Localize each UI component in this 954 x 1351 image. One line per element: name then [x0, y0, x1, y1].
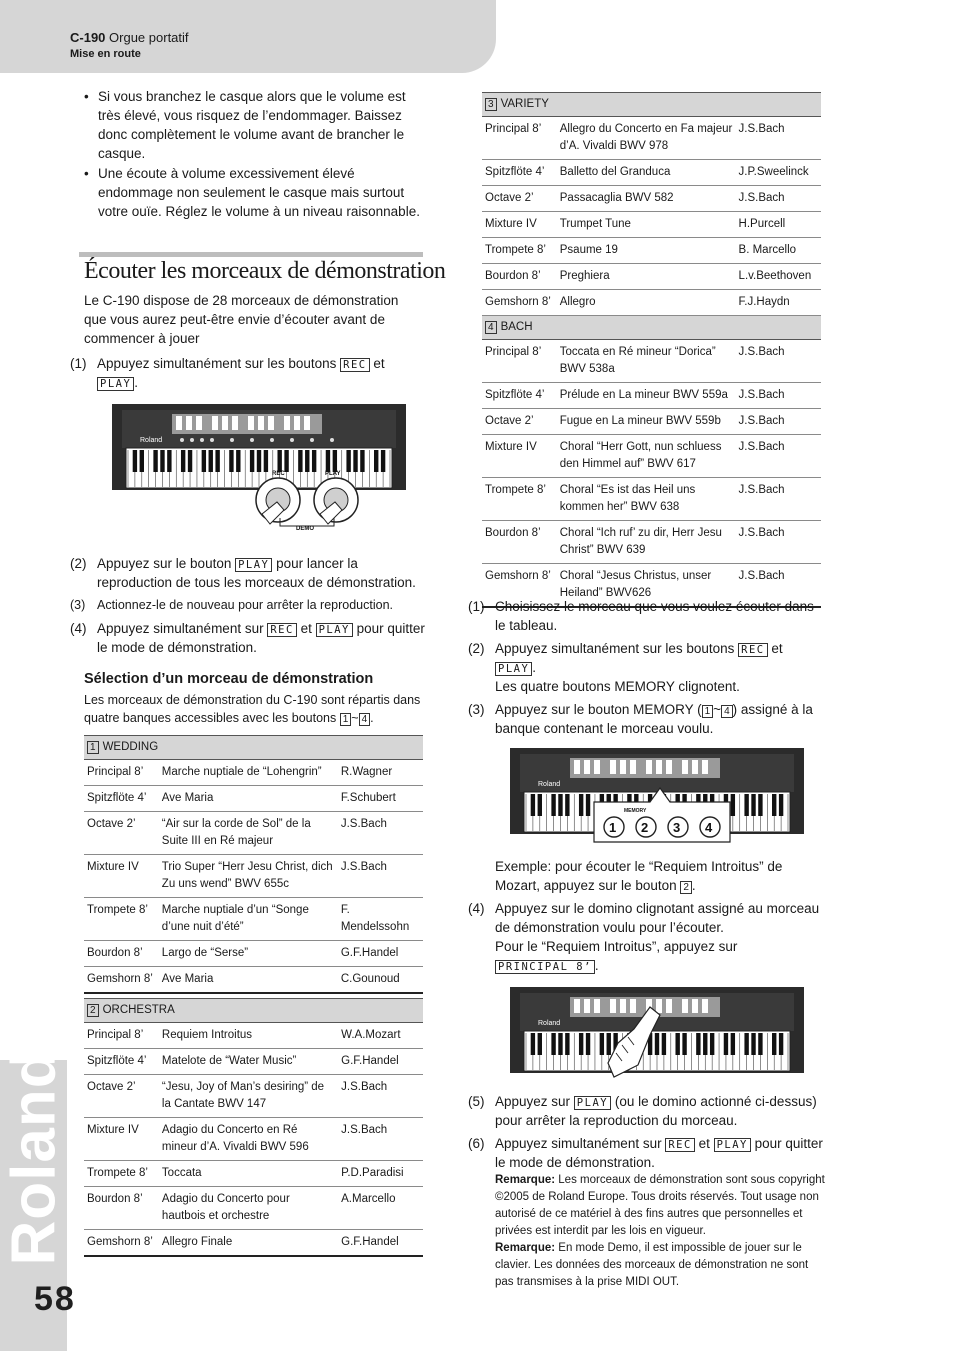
composer-cell: C.Gounoud: [338, 967, 423, 994]
composer-cell: J.S.Bach: [736, 117, 821, 160]
rec-key-label: REC: [738, 643, 767, 657]
table-row: [84, 786, 423, 812]
piece-cell: Trumpet Tune: [557, 212, 736, 238]
fig2-memory-3: 3: [673, 820, 681, 835]
fig1-demo-label: DEMO: [296, 526, 314, 532]
memory-button-1: 1: [702, 705, 714, 718]
play-key-label: PLAY: [495, 662, 532, 676]
piece-cell: Prélude en La mineur BWV 559a: [557, 383, 736, 409]
table-row: [482, 521, 821, 564]
section-title: Écouter les morceaux de démonstration: [84, 258, 446, 284]
step-number: (1): [70, 356, 87, 371]
bank-header-cell: [84, 999, 423, 1023]
table-row: [84, 760, 423, 786]
stop-cell: Mixture IV: [84, 855, 159, 898]
composer-cell: J.S.Bach: [736, 383, 821, 409]
step-4: (4) Appuyez simultanément sur REC et PLAY pour quitter le mode de démonstration.: [70, 621, 425, 655]
table-row: [482, 186, 821, 212]
bank-number: 2: [87, 1004, 99, 1017]
piece-cell: Requiem Introitus: [159, 1023, 338, 1049]
header-title: [70, 30, 189, 45]
bank-button-1: 1: [340, 713, 352, 726]
composer-cell: J.S.Bach: [338, 1118, 423, 1161]
table-row: [84, 812, 423, 855]
piece-cell: Preghiera: [557, 264, 736, 290]
play-key-label: PLAY: [574, 1096, 611, 1110]
fig3-brand: Roland: [538, 1020, 561, 1027]
composer-cell: G.F.Handel: [338, 1230, 423, 1257]
stop-cell: Spitzflöte 4’: [482, 383, 557, 409]
piece-cell: Choral “Herr Gott, nun schluess den Himmel auf” BWV 617: [557, 435, 736, 478]
bank-table-variety: [482, 92, 821, 608]
warning-bullets: [84, 87, 424, 222]
intro-paragraph: Le C-190 dispose de 28 morceaux de démonstration que vous aurez peut-être envie d’écouter avant de commencer à jouer: [84, 293, 399, 346]
bullet-item: • Si vous branchez le casque alors que le volume est très élevé, vous risquez de l’endommager. Baissez donc complètement le volume avant de brancher le casque.: [84, 87, 424, 163]
remark-midi: Remarque: En mode Demo, il est impossible de jouer sur le clavier. Les données des morceaux de démonstration ne sont pas transmises à la prise MIDI OUT.: [495, 1242, 809, 1288]
composer-cell: J.S.Bach: [736, 340, 821, 383]
step-3: (3) Actionnez-le de nouveau pour arrêter la reproduction.: [70, 598, 394, 612]
stop-cell: Gemshorn 8’: [482, 564, 557, 608]
stop-cell: Octave 2’: [84, 812, 159, 855]
principal-key-label: PRINCIPAL 8’: [495, 960, 595, 974]
fig2-memory-4: 4: [705, 820, 713, 835]
composer-cell: W.A.Mozart: [338, 1023, 423, 1049]
bank-name: BACH: [500, 321, 533, 333]
stop-cell: Principal 8’: [84, 760, 159, 786]
table-row: [84, 967, 423, 994]
brand-logo: Roland: [0, 1049, 69, 1266]
stop-cell: Spitzflöte 4’: [84, 1049, 159, 1075]
piece-cell: “Jesu, Joy of Man’s desiring” de la Cantate BWV 147: [159, 1075, 338, 1118]
stop-cell: Bourdon 8’: [84, 1187, 159, 1230]
piece-cell: Ave Maria: [159, 786, 338, 812]
composer-cell: J.S.Bach: [736, 478, 821, 521]
piece-cell: Toccata en Ré mineur “Dorica” BWV 538a: [557, 340, 736, 383]
composer-cell: G.F.Handel: [338, 1049, 423, 1075]
stop-cell: Trompete 8’: [84, 1161, 159, 1187]
stop-cell: Spitzflöte 4’: [84, 786, 159, 812]
stop-cell: Spitzflöte 4’: [482, 160, 557, 186]
composer-cell: J.S.Bach: [736, 409, 821, 435]
piece-cell: Passacaglia BWV 582: [557, 186, 736, 212]
piece-cell: Marche nuptiale d’un “Songe d’une nuit d’été”: [159, 898, 338, 941]
stop-cell: Octave 2’: [482, 186, 557, 212]
composer-cell: L.v.Beethoven: [736, 264, 821, 290]
piece-cell: Choral “Ich ruf’ zu dir, Herr Jesu Christ” BWV 639: [557, 521, 736, 564]
stop-cell: Mixture IV: [482, 435, 557, 478]
right-step-5: (5) Appuyez sur PLAY (ou le domino actionné ci-dessus) pour arrêter la reproduction du morceau.: [468, 1094, 817, 1128]
composer-cell: A.Marcello: [338, 1187, 423, 1230]
table-row: [482, 383, 821, 409]
piece-cell: Allegro: [557, 290, 736, 316]
step-text: Appuyez simultanément sur les boutons REC et PLAY .: [97, 356, 385, 390]
stop-cell: Principal 8’: [482, 340, 557, 383]
composer-cell: F. Mendelssohn: [338, 898, 423, 941]
table-row: [482, 264, 821, 290]
section-rule: [79, 252, 423, 257]
piece-cell: Ave Maria: [159, 967, 338, 994]
piece-cell: Toccata: [159, 1161, 338, 1187]
piece-cell: Choral “Jesus Christus, unser Heiland” BWV626: [557, 564, 736, 608]
composer-cell: J.S.Bach: [338, 812, 423, 855]
table-row: [482, 290, 821, 316]
fig1-play-label: PLAY: [325, 471, 341, 477]
stop-cell: Mixture IV: [482, 212, 557, 238]
step-1: [70, 354, 425, 394]
bank-number: 1: [87, 741, 99, 754]
play-key-label: PLAY: [97, 377, 134, 391]
stop-cell: Trompete 8’: [482, 238, 557, 264]
table-row: [84, 1230, 423, 1257]
composer-cell: P.D.Paradisi: [338, 1161, 423, 1187]
table-row: [84, 1118, 423, 1161]
play-key-label: PLAY: [316, 623, 353, 637]
composer-cell: G.F.Handel: [338, 941, 423, 967]
header-section: Mise en route: [70, 48, 141, 60]
bank-header-cell: [482, 93, 821, 117]
piece-cell: Largo de “Serse”: [159, 941, 338, 967]
rec-key-label: REC: [267, 623, 296, 637]
bank-name: VARIETY: [500, 98, 549, 110]
fig1-brand: Roland: [140, 437, 163, 444]
rec-key-label: REC: [665, 1138, 694, 1152]
composer-cell: J.S.Bach: [736, 521, 821, 564]
bullet-item: • Une écoute à volume excessivement élevé endommage non seulement le casque mais surtout votre ouïe. Réglez le volume à un niveau raisonnable.: [84, 164, 424, 221]
composer-cell: B. Marcello: [736, 238, 821, 264]
subsection-intro: Les morceaux de démonstration du C-190 sont répartis dans quatre banques accessibles avec les boutons 1 ~ 4 .: [84, 693, 421, 725]
bank-name: WEDDING: [102, 741, 159, 753]
bank-header: [482, 93, 821, 117]
bank-header-cell: [84, 736, 423, 760]
piece-cell: Allegro du Concerto en Fa majeur d’A. Vivaldi BWV 978: [557, 117, 736, 160]
stop-cell: Bourdon 8’: [84, 941, 159, 967]
bank-header: [84, 999, 423, 1023]
stop-cell: Principal 8’: [84, 1023, 159, 1049]
right-step-2: (2) Appuyez simultanément sur les boutons REC et PLAY . Les quatre boutons MEMORY clignotent.: [468, 641, 783, 694]
table-row: [482, 117, 821, 160]
stop-cell: Principal 8’: [482, 117, 557, 160]
bank-header-cell: [482, 316, 821, 340]
table-row: [84, 1161, 423, 1187]
composer-cell: F.Schubert: [338, 786, 423, 812]
right-step-3: (3) Appuyez sur le bouton MEMORY ( 1 ~ 4 ) assigné à la banque contenant le morceau voulu.: [468, 702, 813, 736]
subsection-title: Sélection d’un morceau de démonstration: [84, 671, 374, 687]
bank-button-4: 4: [359, 713, 371, 726]
table-row: [482, 409, 821, 435]
model-desc: Orgue portatif: [105, 30, 189, 45]
composer-cell: J.S.Bach: [338, 1075, 423, 1118]
piece-cell: Marche nuptiale de “Lohengrin”: [159, 760, 338, 786]
bank-name: ORCHESTRA: [102, 1004, 175, 1016]
stop-cell: Gemshorn 8’: [84, 1230, 159, 1257]
piece-cell: Adagio du Concerto pour hautbois et orchestre: [159, 1187, 338, 1230]
memory-button-4: 4: [721, 705, 733, 718]
stop-cell: Bourdon 8’: [482, 521, 557, 564]
play-key-label: PLAY: [235, 558, 272, 572]
right-step-6: (6) Appuyez simultanément sur REC et PLAY pour quitter le mode de démonstration.: [468, 1136, 823, 1170]
piece-cell: Fugue en La mineur BWV 559b: [557, 409, 736, 435]
right-step-4: (4) Appuyez sur le domino clignotant assigné au morceau de démonstration voulu pour l’écouter. Pour le “Requiem Introitus”, appuyez sur PRINCIPAL 8’ .: [468, 901, 820, 973]
stop-cell: Trompete 8’: [84, 898, 159, 941]
fig1-rec-label: REC: [272, 471, 285, 477]
step-2: (2) Appuyez sur le bouton PLAY pour lancer la reproduction de tous les morceaux de démonstration.: [70, 556, 416, 590]
rec-key-label: REC: [340, 358, 369, 372]
bank-header: [84, 736, 423, 760]
fig2-memory-2: 2: [641, 820, 649, 835]
composer-cell: J.S.Bach: [736, 564, 821, 608]
organ-figure-memory: [510, 746, 804, 846]
table-row: [84, 1049, 423, 1075]
composer-cell: F.J.Haydn: [736, 290, 821, 316]
organ-figure-hand: [510, 985, 804, 1080]
bank-table-orchestra: [84, 998, 423, 1257]
composer-cell: R.Wagner: [338, 760, 423, 786]
fig2-memory-label: MEMORY: [624, 808, 647, 814]
piece-cell: Matelote de “Water Music”: [159, 1049, 338, 1075]
composer-cell: H.Purcell: [736, 212, 821, 238]
stop-cell: Bourdon 8’: [482, 264, 557, 290]
table-row: [482, 478, 821, 521]
memory-button-2: 2: [680, 881, 692, 894]
stop-cell: Mixture IV: [84, 1118, 159, 1161]
piece-cell: Choral “Es ist das Heil uns kommen her” BWV 638: [557, 478, 736, 521]
table-row: [84, 1187, 423, 1230]
table-row: [482, 435, 821, 478]
table-row: [84, 898, 423, 941]
piece-cell: Allegro Finale: [159, 1230, 338, 1257]
piece-cell: “Air sur la corde de Sol” de la Suite III en Ré majeur: [159, 812, 338, 855]
fig2-memory-1: 1: [609, 820, 617, 835]
piece-cell: Balletto del Granduca: [557, 160, 736, 186]
remark-copyright: Remarque: Les morceaux de démonstration sont sous copyright ©2005 de Roland Europe. Tous droits réservés. Tout usage non autorisé de ce matériel à des fins autres que personnelles et privées est interdit par les lois en vigueur.: [495, 1174, 825, 1237]
table-row: [84, 1075, 423, 1118]
composer-cell: J.S.Bach: [736, 435, 821, 478]
composer-cell: J.P.Sweelinck: [736, 160, 821, 186]
bank-header: [482, 316, 821, 340]
stop-cell: Octave 2’: [482, 409, 557, 435]
piece-cell: Trio Super “Herr Jesu Christ, dich Zu uns wend” BWV 655c: [159, 855, 338, 898]
play-key-label: PLAY: [714, 1138, 751, 1152]
table-row: [84, 941, 423, 967]
fig2-brand: Roland: [538, 781, 561, 788]
bank-number: 4: [485, 321, 497, 334]
table-row: [84, 855, 423, 898]
stop-cell: Gemshorn 8’: [84, 967, 159, 994]
right-step-1: (1) Choisissez le morceau que vous voulez écouter dans le tableau.: [468, 599, 814, 633]
bank-number: 3: [485, 98, 497, 111]
table-row: [482, 160, 821, 186]
model-name: C-190: [70, 30, 106, 45]
bank-table-wedding: [84, 735, 423, 994]
table-row: [482, 212, 821, 238]
stop-cell: Gemshorn 8’: [482, 290, 557, 316]
stop-cell: Octave 2’: [84, 1075, 159, 1118]
composer-cell: J.S.Bach: [736, 186, 821, 212]
table-row: [482, 238, 821, 264]
example-paragraph: Exemple: pour écouter le “Requiem Introitus” de Mozart, appuyez sur le bouton 2 .: [495, 859, 783, 893]
piece-cell: Psaume 19: [557, 238, 736, 264]
piece-cell: Adagio du Concerto en Ré mineur d’A. Vivaldi BWV 596: [159, 1118, 338, 1161]
composer-cell: J.S.Bach: [338, 855, 423, 898]
table-row: [84, 1023, 423, 1049]
stop-cell: Trompete 8’: [482, 478, 557, 521]
table-row: [482, 340, 821, 383]
organ-figure-rec-play: [112, 402, 406, 542]
page-number: 58: [34, 1280, 76, 1318]
